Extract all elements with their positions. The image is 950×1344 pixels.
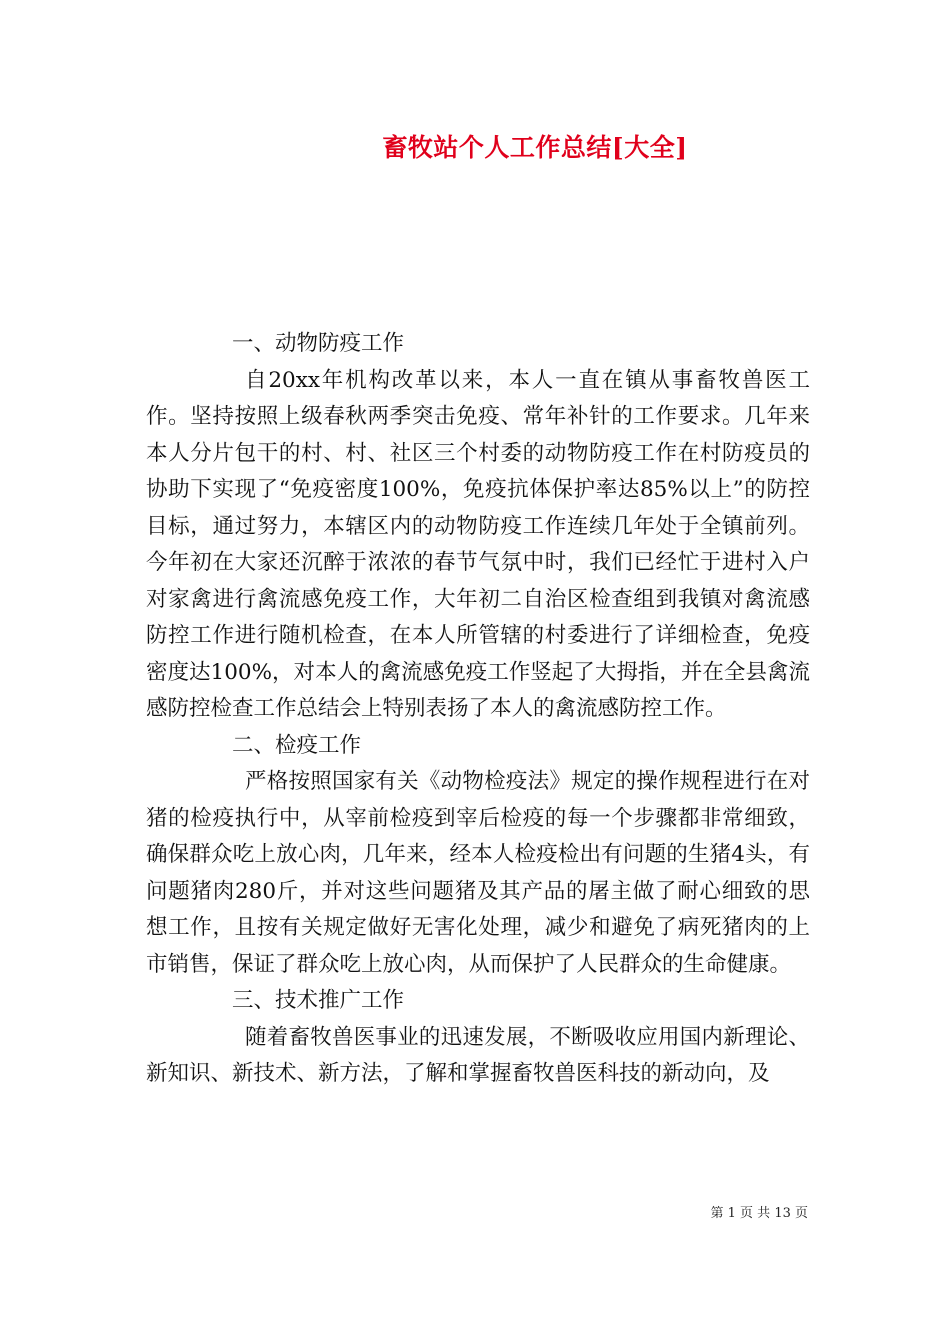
document-body (146, 326, 810, 1093)
page-number-footer: 第 1 页 共 13 页 (710, 1206, 808, 1221)
section-heading: 三、技术推广工作 (232, 988, 405, 1013)
section-paragraph: 随着畜牧兽医事业的迅速发展，不断吸收应用国内新理论、新知识、新技术、新方法，了解和掌握畜牧兽医科技的新动向，及 (146, 1024, 810, 1086)
section-paragraph: 自20xx年机构改革以来，本人一直在镇从事畜牧兽医工作。坚持按照上级春秋两季突击免疫、常年补针的工作要求。几年来本人分片包干的村、村、社区三个村委的动物防疫工作在村防疫员的协助下实现了“免疫密度100%，免疫抗体保护率达85%以上”的防控目标，通过努力，本辖区内的动物防疫工作连续几年处于全镇前列。今年初在大家还沉醉于浓浓的春节气氛中时，我们已经忙于进村入户对家禽进行禽流感免疫工作，大年初二自治区检查组到我镇对禽流感防控工作进行随机检查，在本人所管辖的村委进行了详细检查，免疫密度达100%，对本人的禽流感免疫工作竖起了大拇指，并在全县禽流感防控检查工作总结会上特别表扬了本人的禽流感防控工作。 (146, 367, 810, 721)
document-title: 畜牧站个人工作总结[大全] (382, 133, 688, 162)
section-paragraph: 严格按照国家有关《动物检疫法》规定的操作规程进行在对猪的检疫执行中，从宰前检疫到宰后检疫的每一个步骤都非常细致，确保群众吃上放心肉，几年来，经本人检疫检出有问题的生猪4头，有问题猪肉280斤，并对这些问题猪及其产品的屠主做了耐心细致的思想工作，且按有关规定做好无害化处理，减少和避免了病死猪肉的上市销售，保证了群众吃上放心肉，从而保护了人民群众的生命健康。 (146, 769, 810, 977)
section-heading: 一、动物防疫工作 (232, 331, 405, 356)
section-heading: 二、检疫工作 (232, 732, 362, 758)
